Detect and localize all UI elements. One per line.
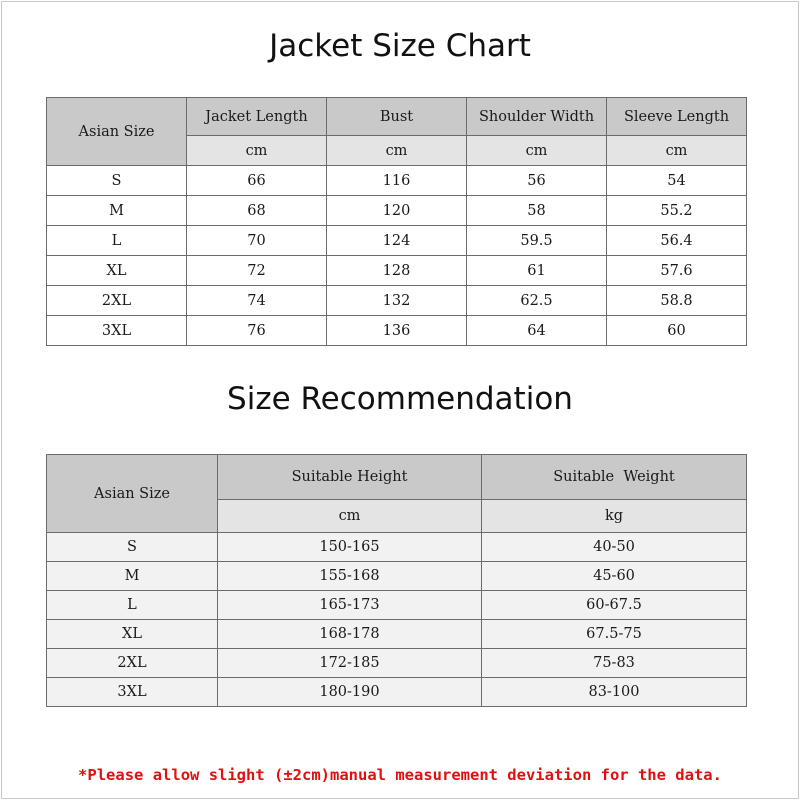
value-cell: 136 <box>327 316 467 346</box>
measurement-note: *Please allow slight (±2cm)manual measurement deviation for the data. <box>78 766 722 784</box>
value-cell: 58.8 <box>607 286 747 316</box>
unit-cell: cm <box>467 136 607 166</box>
value-cell: 59.5 <box>467 226 607 256</box>
value-cell: 76 <box>187 316 327 346</box>
unit-cell: cm <box>607 136 747 166</box>
value-cell: 60-67.5 <box>482 591 747 620</box>
value-cell: 83-100 <box>482 678 747 707</box>
unit-cell: cm <box>218 500 482 533</box>
table-row <box>47 316 747 346</box>
column-header: Sleeve Length <box>607 98 747 136</box>
unit-cell: cm <box>187 136 327 166</box>
value-cell: 72 <box>187 256 327 286</box>
size-cell: 2XL <box>47 649 218 678</box>
size-cell: M <box>47 562 218 591</box>
table-row <box>47 533 747 562</box>
value-cell: 116 <box>327 166 467 196</box>
value-cell: 56 <box>467 166 607 196</box>
table-row <box>47 649 747 678</box>
table-row <box>47 226 747 256</box>
size-chart-title: Jacket Size Chart <box>269 28 531 64</box>
value-cell: 168-178 <box>218 620 482 649</box>
value-cell: 40-50 <box>482 533 747 562</box>
value-cell: 180-190 <box>218 678 482 707</box>
size-cell: S <box>47 166 187 196</box>
value-cell: 124 <box>327 226 467 256</box>
value-cell: 155-168 <box>218 562 482 591</box>
value-cell: 128 <box>327 256 467 286</box>
table-row <box>47 286 747 316</box>
table-row <box>47 166 747 196</box>
column-header: Shoulder Width <box>467 98 607 136</box>
value-cell: 45-60 <box>482 562 747 591</box>
table-row <box>47 620 747 649</box>
value-cell: 66 <box>187 166 327 196</box>
unit-cell: cm <box>327 136 467 166</box>
value-cell: 60 <box>607 316 747 346</box>
table-row <box>47 256 747 286</box>
recommendation-table <box>46 454 747 707</box>
size-cell: M <box>47 196 187 226</box>
size-cell: S <box>47 533 218 562</box>
value-cell: 56.4 <box>607 226 747 256</box>
size-chart-header-row <box>47 98 747 136</box>
size-cell: L <box>47 591 218 620</box>
column-header: Jacket Length <box>187 98 327 136</box>
table-row <box>47 562 747 591</box>
size-cell: XL <box>47 256 187 286</box>
column-header: Suitable Weight <box>482 455 747 500</box>
value-cell: 58 <box>467 196 607 226</box>
value-cell: 54 <box>607 166 747 196</box>
value-cell: 62.5 <box>467 286 607 316</box>
table-row <box>47 196 747 226</box>
value-cell: 61 <box>467 256 607 286</box>
recommendation-title: Size Recommendation <box>227 381 573 417</box>
value-cell: 57.6 <box>607 256 747 286</box>
value-cell: 70 <box>187 226 327 256</box>
column-header: Suitable Height <box>218 455 482 500</box>
size-header-cell: Asian Size <box>47 455 218 533</box>
table-row <box>47 591 747 620</box>
size-header-cell: Asian Size <box>47 98 187 166</box>
recommendation-header-row <box>47 455 747 500</box>
size-chart-table <box>46 97 747 346</box>
size-cell: XL <box>47 620 218 649</box>
value-cell: 74 <box>187 286 327 316</box>
column-header: Bust <box>327 98 467 136</box>
value-cell: 172-185 <box>218 649 482 678</box>
size-cell: 3XL <box>47 316 187 346</box>
value-cell: 150-165 <box>218 533 482 562</box>
unit-cell: kg <box>482 500 747 533</box>
size-cell: L <box>47 226 187 256</box>
value-cell: 132 <box>327 286 467 316</box>
value-cell: 68 <box>187 196 327 226</box>
size-cell: 2XL <box>47 286 187 316</box>
value-cell: 120 <box>327 196 467 226</box>
table-row <box>47 678 747 707</box>
value-cell: 55.2 <box>607 196 747 226</box>
value-cell: 165-173 <box>218 591 482 620</box>
value-cell: 67.5-75 <box>482 620 747 649</box>
size-cell: 3XL <box>47 678 218 707</box>
value-cell: 64 <box>467 316 607 346</box>
value-cell: 75-83 <box>482 649 747 678</box>
